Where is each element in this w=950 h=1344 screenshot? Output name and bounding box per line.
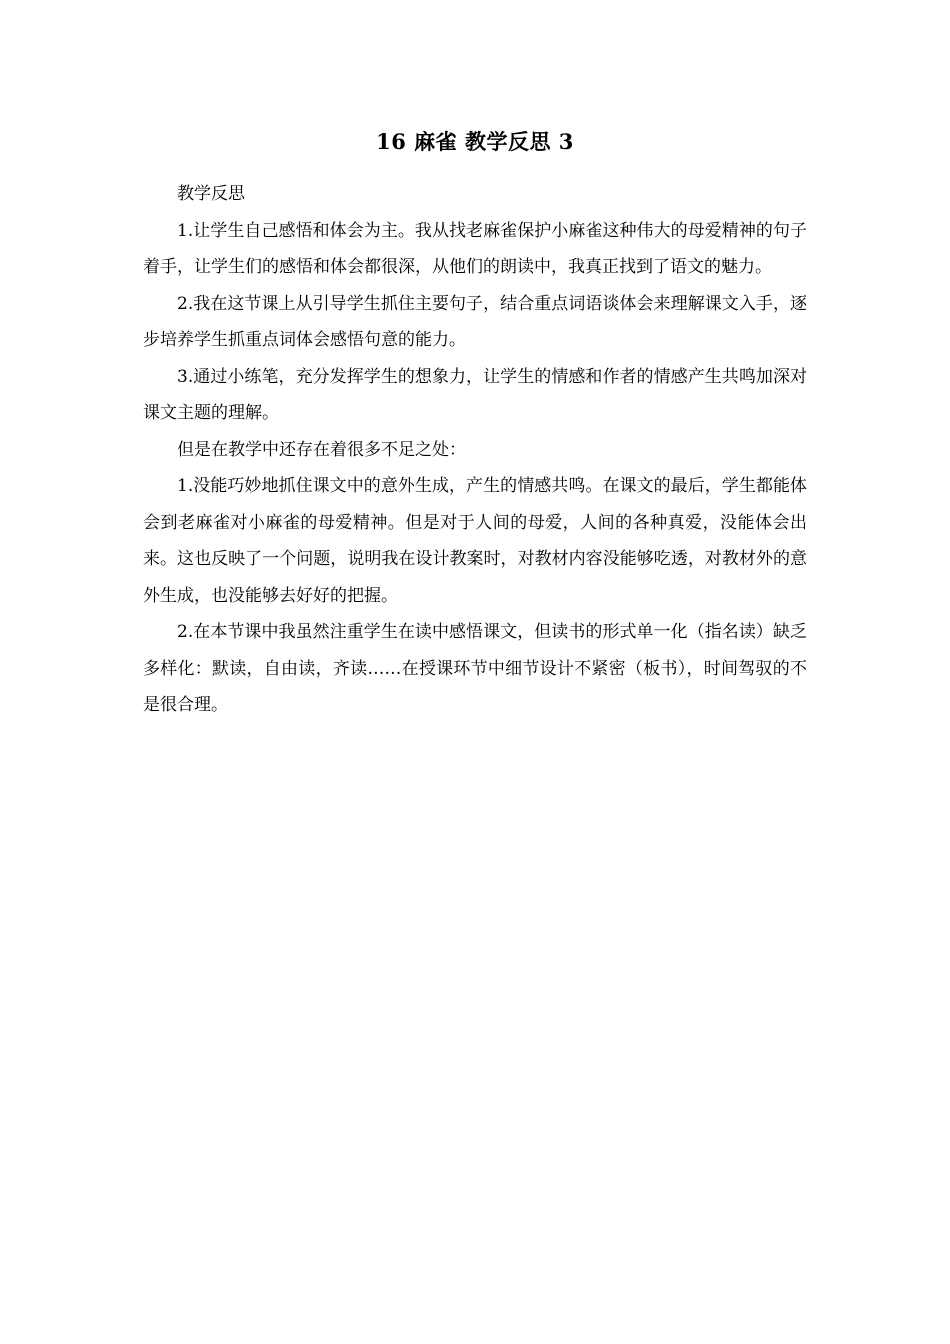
shortcoming-paragraph-2: 2.在本节课中我虽然注重学生在读中感悟课文，但读书的形式单一化（指名读）缺乏多样化：默读，自由读，齐读……在授课环节中细节设计不紧密（板书），时间驾驭的不是很合理。 — [143, 622, 807, 715]
shortcoming-paragraph-1: 1.没能巧妙地抓住课文中的意外生成，产生的情感共鸣。在课文的最后，学生都能体会到老麻雀对小麻雀的母爱精神。但是对于人间的母爱，人间的各种真爱，没能体会出来。这也反映了一个问题，说明我在设计教案时，对教材内容没能够吃透，对教材外的意外生成，也没能够去好好的把握。 — [143, 476, 807, 606]
reflection-paragraph-3: 3.通过小练笔，充分发挥学生的想象力，让学生的情感和作者的情感产生共鸣加深对课文主题的理解。 — [143, 366, 807, 423]
document-title: 16 麻雀 教学反思 3 — [376, 129, 574, 154]
shortcomings-intro: 但是在教学中还存在着很多不足之处： — [177, 439, 466, 460]
reflection-paragraph-2: 2.我在这节课上从引导学生抓住主要句子，结合重点词语谈体会来理解课文入手，逐步培养学生抓重点词体会感悟句意的能力。 — [143, 293, 807, 350]
document-body — [143, 176, 807, 724]
reflection-paragraph-1: 1.让学生自己感悟和体会为主。我从找老麻雀保护小麻雀这种伟大的母爱精神的句子着手，让学生们的感悟和体会都很深，从他们的朗读中，我真正找到了语文的魅力。 — [143, 220, 807, 277]
section-heading: 教学反思 — [177, 184, 245, 204]
